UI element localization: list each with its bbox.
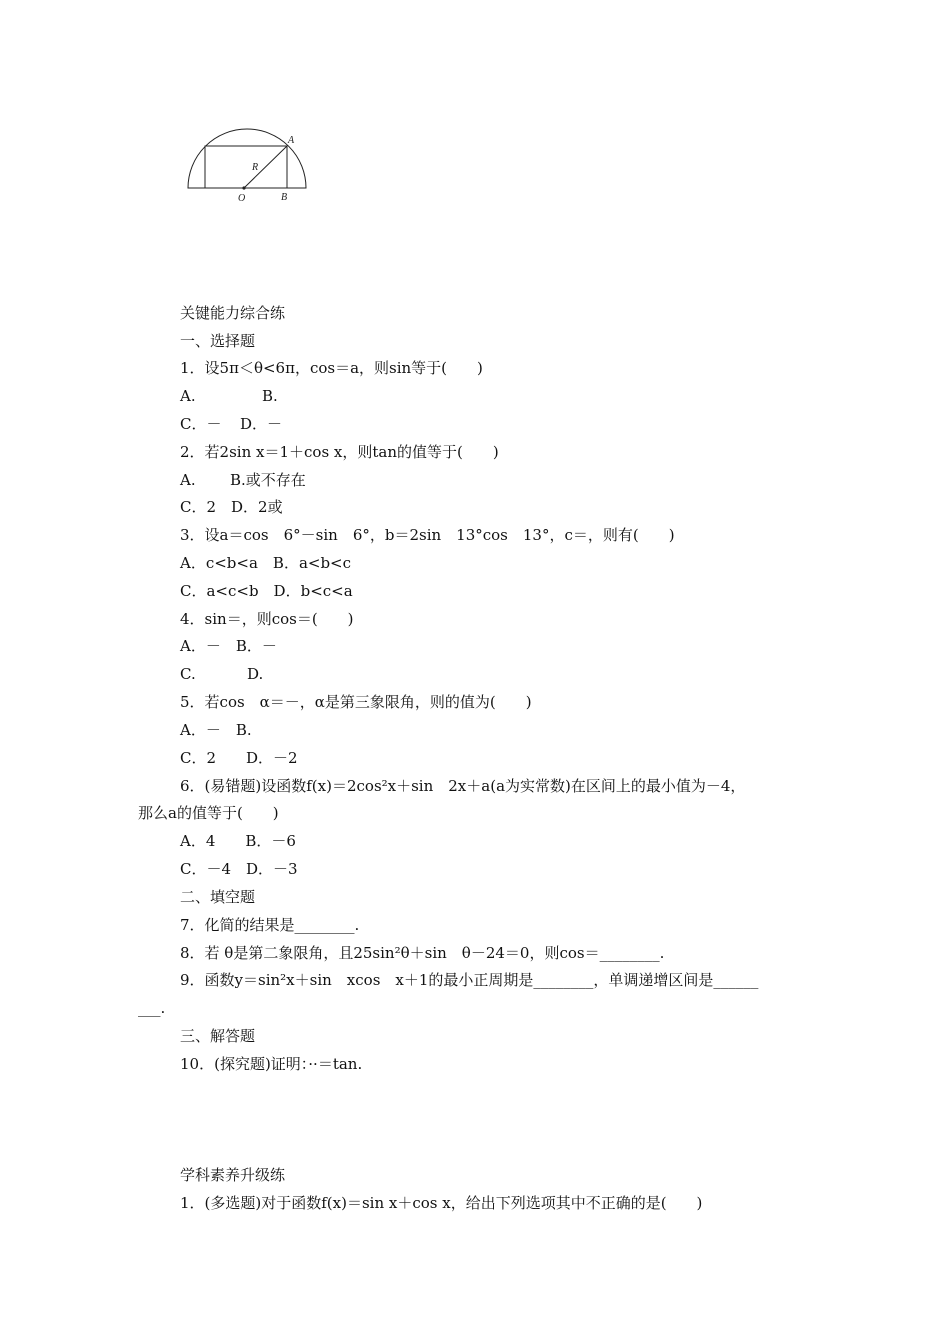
heading-multiple-choice: 一、选择题 [180,332,256,350]
label-b: B [281,192,288,203]
section-title-subject-literacy: 学科素养升级练 [180,1166,286,1184]
q1-option-a: A. [180,387,196,405]
q4-option-c: C. [180,665,196,683]
inscribed-rectangle [205,146,287,188]
heading-fill-in-blank: 二、填空题 [180,888,256,906]
q9-stem-line1: 9．函数y＝sin²x＋sin xcos x＋1的最小正周期是________，单调递增区间是______ [180,971,759,989]
heading-free-response: 三、解答题 [180,1027,256,1045]
q6-stem-line2: 那么a的值等于( ) [138,804,279,822]
q5-stem: 5．若cos α＝－，α是第三象限角，则的值为( ) [180,693,532,711]
q7-stem: 7．化简的结果是________. [180,916,360,934]
q3-stem: 3．设a＝cos 6°－sin 6°，b＝2sin 13°cos 13°，c＝，则有( ) [180,526,675,544]
q6-options-ab: A．4 B．－6 [180,832,296,850]
q1-option-b: B. [262,387,278,405]
section-title-key-abilities: 关键能力综合练 [180,304,286,322]
q2-stem: 2．若2sin x＝1＋cos x，则tan的值等于( ) [180,443,499,461]
radius-line [244,146,287,188]
q5-options-cd: C．2 D．－2 [180,749,298,767]
q5-options-ab: A．－ B. [180,721,252,739]
q1-option-c: C．－ [180,415,222,433]
label-o: O [238,193,246,204]
label-r: R [252,162,259,173]
q4-option-d: D. [247,665,264,683]
q9-stem-line2: ___. [138,999,166,1017]
label-a: A [288,135,295,146]
q8-stem: 8．若 θ是第二象限角，且25sin²θ＋sin θ－24＝0，则cos＝________. [180,944,665,962]
q3-options-ab: A．c<b<a B．a<b<c [180,554,352,572]
q2-option-a: A. [180,471,196,489]
q6-options-cd: C．－4 D．－3 [180,860,298,878]
q10-stem: 10．(探究题)证明：··＝tan. [180,1055,363,1073]
q1-stem: 1．设5π＜θ<6π，cos＝a，则sin等于( ) [180,359,483,377]
center-point [242,186,245,189]
q3-options-cd: C．a<c<b D．b<c<a [180,582,353,600]
semicircle-rectangle-figure [182,125,312,207]
q2-option-b: B.或不存在 [230,471,306,489]
q4-options-ab: A．－ B．－ [180,637,277,655]
q2-options-cd: C．2 D．2或 [180,498,283,516]
q6-stem-line1: 6．(易错题)设函数f(x)＝2cos²x＋sin 2x＋a(a为实常数)在区间上的最小值为－4， [180,777,746,795]
q4-stem: 4．sin＝，则cos＝( ) [180,610,354,628]
q1-option-d: D．－ [240,415,283,433]
s2-q1-stem: 1．(多选题)对于函数f(x)＝sin x＋cos x，给出下列选项其中不正确的是( ) [180,1194,703,1212]
